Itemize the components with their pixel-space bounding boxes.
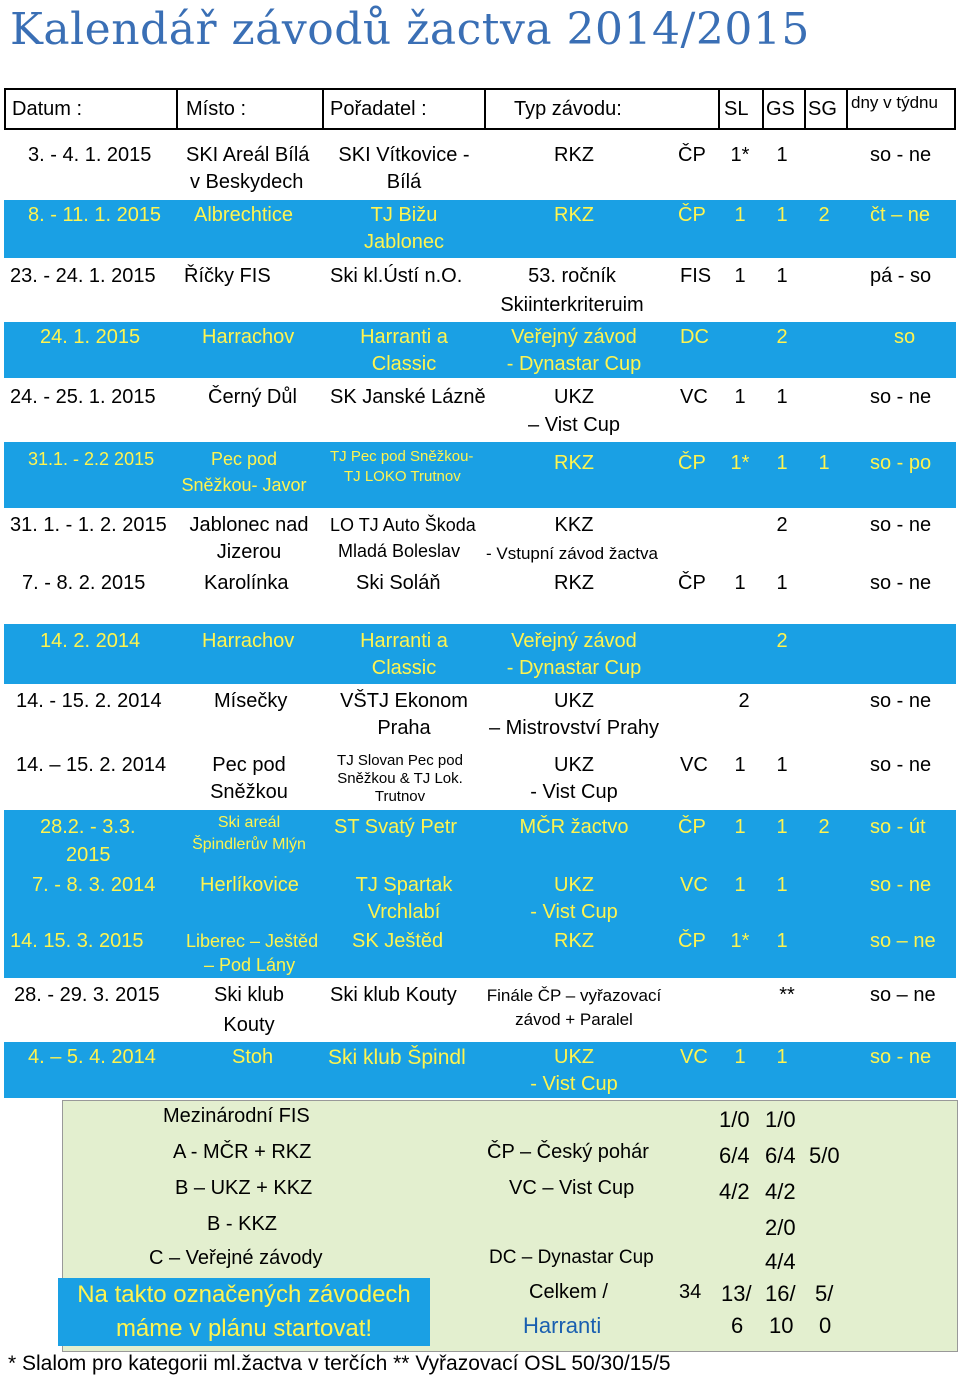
row-organizer: SK Janské Lázně bbox=[330, 386, 486, 408]
row-sl: 1 bbox=[734, 572, 746, 594]
row-organizer: Sněžkou & TJ Lok. bbox=[337, 770, 463, 787]
row-place: Sněžkou- Javor bbox=[181, 475, 307, 495]
row-organizer: Mladá Boleslav bbox=[338, 541, 461, 561]
row-place: Jablonec nad bbox=[189, 514, 309, 536]
row-gs: 1 bbox=[776, 930, 788, 952]
row-type: Veřejný závod bbox=[511, 326, 637, 348]
row-date: 31. 1. - 1. 2. 2015 bbox=[10, 514, 167, 536]
row-sl: 1 bbox=[734, 386, 746, 408]
row-place: Liberec – Ještěd bbox=[186, 931, 319, 951]
summary-total-gs: 16/ bbox=[765, 1281, 796, 1306]
table-row bbox=[4, 1042, 956, 1098]
row-days: so - ne bbox=[870, 874, 932, 896]
summary-value: 4/4 bbox=[765, 1249, 796, 1274]
row-organizer: SK Ještěd bbox=[352, 930, 444, 952]
row-sg: 1 bbox=[818, 452, 830, 474]
row-type: UKZ bbox=[554, 386, 594, 408]
row-type: - Vist Cup bbox=[530, 1073, 618, 1095]
summary-total-sg: 5/ bbox=[815, 1281, 834, 1306]
row-organizer: ST Svatý Petr bbox=[334, 816, 458, 838]
row-type: RKZ bbox=[554, 144, 594, 166]
row-place: Jizerou bbox=[216, 541, 282, 563]
row-type: Finále ČP – vyřazovací bbox=[486, 986, 662, 1005]
row-date: 14. - 15. 2. 2014 bbox=[16, 690, 162, 712]
row-days: so - ne bbox=[870, 690, 932, 712]
table-row bbox=[4, 928, 956, 978]
row-code: ČP bbox=[678, 204, 706, 226]
row-days: so – ne bbox=[870, 984, 936, 1006]
page-title: Kalendář závodů žactva 2014/2015 bbox=[10, 4, 810, 55]
table-row bbox=[4, 980, 956, 1040]
row-days: so - ne bbox=[870, 1046, 932, 1068]
row-gs: 1 bbox=[776, 816, 788, 838]
table-row bbox=[4, 322, 956, 378]
row-type: RKZ bbox=[554, 204, 594, 226]
row-code: DC bbox=[680, 326, 709, 348]
summary-b-label: B – UKZ + KKZ bbox=[175, 1177, 313, 1199]
row-organizer: Praha bbox=[377, 717, 431, 739]
summary-fis-label: Mezinárodní FIS bbox=[163, 1105, 310, 1127]
summary-dc-label: DC – Dynastar Cup bbox=[489, 1247, 654, 1268]
row-date: 24. - 25. 1. 2015 bbox=[10, 386, 156, 408]
row-sl: 1* bbox=[730, 930, 750, 952]
row-organizer: Ski klub Kouty bbox=[330, 984, 457, 1006]
row-days: pá - so bbox=[870, 265, 932, 287]
row-gs: 1 bbox=[776, 265, 788, 287]
row-organizer: Harranti a bbox=[360, 326, 448, 348]
row-type: UKZ bbox=[554, 690, 594, 712]
row-organizer: Vrchlabí bbox=[367, 901, 441, 923]
row-organizer: Classic bbox=[371, 353, 437, 375]
row-date: 4. – 5. 4. 2014 bbox=[28, 1046, 156, 1068]
row-type: RKZ bbox=[554, 930, 594, 952]
row-organizer: Ski klub Špindl bbox=[328, 1046, 466, 1069]
summary-value: 4/2 bbox=[765, 1179, 796, 1204]
row-date: 28. - 29. 3. 2015 bbox=[14, 984, 160, 1006]
row-organizer: TJ Slovan Pec pod bbox=[337, 752, 463, 769]
row-sl: 1* bbox=[730, 452, 750, 474]
summary-total-label: Harranti bbox=[523, 1313, 602, 1338]
row-type: Veřejný závod bbox=[511, 630, 637, 652]
row-days: so – ne bbox=[870, 930, 936, 952]
row-date: 23. - 24. 1. 2015 bbox=[10, 265, 156, 287]
table-row bbox=[4, 624, 956, 684]
row-organizer: VŠTJ Ekonom bbox=[340, 690, 468, 712]
row-code: ČP bbox=[678, 144, 706, 166]
row-sl: 1 bbox=[734, 754, 746, 776]
row-type: UKZ bbox=[554, 1046, 594, 1068]
table-row bbox=[4, 382, 956, 442]
row-sg: 2 bbox=[818, 816, 830, 838]
row-code: VC bbox=[680, 874, 708, 896]
row-days: so - ne bbox=[870, 754, 932, 776]
row-gs: 1 bbox=[776, 572, 788, 594]
row-place: Mísečky bbox=[214, 690, 288, 712]
row-gs: 1 bbox=[776, 754, 788, 776]
summary-total-label: Celkem / bbox=[529, 1281, 608, 1303]
row-date: 28.2. - 3.3. bbox=[40, 816, 136, 838]
row-sl: 1 bbox=[734, 265, 746, 287]
row-gs: 2 bbox=[738, 690, 750, 712]
row-date: 7. - 8. 2. 2015 bbox=[22, 572, 146, 594]
row-date: 14. 15. 3. 2015 bbox=[10, 930, 144, 952]
summary-total-gs: 10 bbox=[769, 1313, 794, 1338]
row-sg: 2 bbox=[818, 204, 830, 226]
row-place: SKI Areál Bílá bbox=[186, 144, 310, 166]
summary-vc-label: VC – Vist Cup bbox=[509, 1177, 635, 1199]
row-code: ČP bbox=[678, 816, 706, 838]
row-date: 31.1. - 2.2 2015 bbox=[28, 449, 155, 469]
row-organizer: SKI Vítkovice - bbox=[338, 144, 470, 166]
row-organizer: Ski kl.Ústí n.O. bbox=[330, 265, 463, 287]
summary-bk-label: B - KKZ bbox=[207, 1213, 278, 1235]
row-type: závod + Paralel bbox=[515, 1010, 633, 1029]
row-type: - Vist Cup bbox=[530, 781, 618, 803]
row-gs: 1 bbox=[776, 204, 788, 226]
row-days: so - ne bbox=[870, 572, 932, 594]
row-sl: 1 bbox=[734, 204, 746, 226]
row-type: MČR žactvo bbox=[519, 816, 629, 838]
summary-value: 1/0 bbox=[765, 1107, 796, 1132]
row-organizer: Trutnov bbox=[374, 788, 426, 805]
summary-a-label: A - MČR + RKZ bbox=[173, 1141, 312, 1163]
row-type: UKZ bbox=[554, 754, 594, 776]
row-code: FIS bbox=[680, 265, 712, 287]
summary-total-sl: 6 bbox=[731, 1313, 744, 1338]
row-gs: 2 bbox=[776, 326, 788, 348]
row-place: Sněžkou bbox=[210, 781, 288, 803]
note-line: máme v plánu startovat! bbox=[115, 1315, 373, 1342]
row-organizer: Harranti a bbox=[360, 630, 448, 652]
row-place: Černý Důl bbox=[208, 386, 297, 408]
header-type: Typ závodu: bbox=[514, 98, 622, 120]
row-organizer: Jablonec bbox=[363, 231, 445, 253]
row-type: – Vist Cup bbox=[528, 414, 620, 436]
row-date: 2015 bbox=[66, 844, 111, 866]
row-days: so - ne bbox=[870, 514, 932, 536]
table-row bbox=[4, 442, 956, 508]
table-row bbox=[4, 684, 956, 742]
row-organizer: Classic bbox=[371, 657, 437, 679]
row-place: Pec pod bbox=[212, 754, 286, 776]
row-place: Ski klub bbox=[213, 984, 285, 1006]
header-sg: SG bbox=[808, 98, 837, 120]
summary-total-sg: 0 bbox=[819, 1313, 832, 1338]
summary-value: 6/4 bbox=[719, 1143, 750, 1168]
row-organizer: LO TJ Auto Škoda bbox=[330, 515, 476, 535]
summary-total: 34 bbox=[679, 1281, 702, 1303]
summary-value: 1/0 bbox=[719, 1107, 750, 1132]
row-gs: 1 bbox=[776, 386, 788, 408]
row-place: – Pod Lány bbox=[204, 955, 296, 975]
row-code: VC bbox=[680, 386, 708, 408]
row-place: Karolínka bbox=[204, 572, 289, 594]
header-date: Datum : bbox=[12, 98, 83, 120]
table-row bbox=[4, 512, 956, 568]
row-place: Špindlerův Mlýn bbox=[192, 836, 306, 853]
summary-value: 6/4 bbox=[765, 1143, 796, 1168]
row-sl: 1 bbox=[734, 874, 746, 896]
table-row bbox=[4, 870, 956, 928]
row-place: Harrachov bbox=[202, 630, 295, 652]
row-organizer: TJ Spartak bbox=[355, 874, 453, 896]
header-organizer: Pořadatel : bbox=[330, 98, 427, 120]
row-code: ČP bbox=[678, 452, 706, 474]
header-days: dny v týdnu bbox=[851, 93, 938, 112]
row-type: UKZ bbox=[554, 874, 594, 896]
row-place: Herlíkovice bbox=[200, 874, 299, 896]
header-sl: SL bbox=[724, 98, 749, 120]
table-header bbox=[4, 88, 956, 130]
summary-cp-label: ČP – Český pohár bbox=[487, 1141, 649, 1163]
row-type: - Vist Cup bbox=[530, 901, 618, 923]
row-code: ČP bbox=[678, 930, 706, 952]
row-type: RKZ bbox=[554, 452, 594, 474]
row-code: VC bbox=[680, 1046, 708, 1068]
row-sl: 1 bbox=[734, 816, 746, 838]
row-type: RKZ bbox=[554, 572, 594, 594]
row-type: Skiinterkriteruim bbox=[500, 294, 644, 316]
table-row bbox=[4, 748, 956, 810]
row-place: Harrachov bbox=[202, 326, 295, 348]
row-days: so - ne bbox=[870, 144, 932, 166]
row-organizer: Bílá bbox=[386, 171, 422, 193]
row-days: so - út bbox=[870, 816, 926, 838]
row-date: 8. - 11. 1. 2015 bbox=[28, 204, 162, 226]
summary-value: 4/2 bbox=[719, 1179, 750, 1204]
summary-c-label: C – Veřejné závody bbox=[149, 1247, 323, 1269]
row-type: – Mistrovství Prahy bbox=[488, 717, 660, 739]
table-row bbox=[4, 200, 956, 258]
row-sl: 1 bbox=[734, 1046, 746, 1068]
row-gs: 1 bbox=[776, 452, 788, 474]
footer-note: * Slalom pro kategorii ml.žactva v terčích ** Vyřazovací OSL 50/30/15/5 bbox=[8, 1352, 671, 1375]
table-row bbox=[4, 810, 956, 870]
summary-value: 5/0 bbox=[809, 1143, 840, 1168]
row-type: - Vstupní závod žactva bbox=[486, 544, 658, 563]
row-place: v Beskydech bbox=[190, 171, 304, 193]
summary-value: 2/0 bbox=[765, 1215, 796, 1240]
row-gs: 2 bbox=[776, 514, 788, 536]
row-organizer: TJ Bižu bbox=[370, 204, 438, 226]
header-gs: GS bbox=[766, 98, 795, 120]
row-type: 53. ročník bbox=[528, 265, 616, 287]
row-place: Stoh bbox=[232, 1046, 274, 1068]
row-date: 14. – 15. 2. 2014 bbox=[16, 754, 167, 776]
row-days: so - ne bbox=[870, 386, 932, 408]
row-organizer: TJ LOKO Trutnov bbox=[344, 468, 461, 485]
row-gs: 1 bbox=[776, 144, 788, 166]
row-gs: 1 bbox=[776, 874, 788, 896]
row-gs: 2 bbox=[776, 630, 788, 652]
row-date: 24. 1. 2015 bbox=[40, 326, 141, 348]
row-organizer: Ski Soláň bbox=[356, 572, 441, 594]
row-place: Ski areál bbox=[217, 814, 281, 831]
table-row bbox=[4, 140, 956, 198]
row-days: čt – ne bbox=[870, 204, 931, 226]
row-place: Kouty bbox=[223, 1014, 275, 1036]
header-place: Místo : bbox=[186, 98, 247, 120]
row-type: - Dynastar Cup bbox=[506, 657, 642, 679]
row-place: Říčky FIS bbox=[184, 265, 271, 287]
row-sl: ** bbox=[779, 984, 795, 1006]
row-code: ČP bbox=[678, 572, 706, 594]
startovat-note bbox=[58, 1278, 430, 1346]
row-days: so - po bbox=[870, 452, 932, 474]
table-row bbox=[4, 568, 956, 616]
row-code: VC bbox=[680, 754, 708, 776]
row-organizer: TJ Pec pod Sněžkou- bbox=[330, 448, 474, 465]
note-line: Na takto označených závodech bbox=[77, 1281, 411, 1308]
summary-total-sl: 13/ bbox=[721, 1281, 752, 1306]
row-sl: 1* bbox=[730, 144, 750, 166]
row-gs: 1 bbox=[776, 1046, 788, 1068]
row-place: Pec pod bbox=[210, 449, 278, 469]
row-date: 7. - 8. 3. 2014 bbox=[32, 874, 156, 896]
row-type: - Dynastar Cup bbox=[506, 353, 642, 375]
row-days: so bbox=[894, 326, 916, 348]
row-type: KKZ bbox=[554, 514, 594, 536]
row-date: 14. 2. 2014 bbox=[40, 630, 141, 652]
row-date: 3. - 4. 1. 2015 bbox=[28, 144, 152, 166]
table-row bbox=[4, 260, 956, 318]
row-place: Albrechtice bbox=[194, 204, 293, 226]
